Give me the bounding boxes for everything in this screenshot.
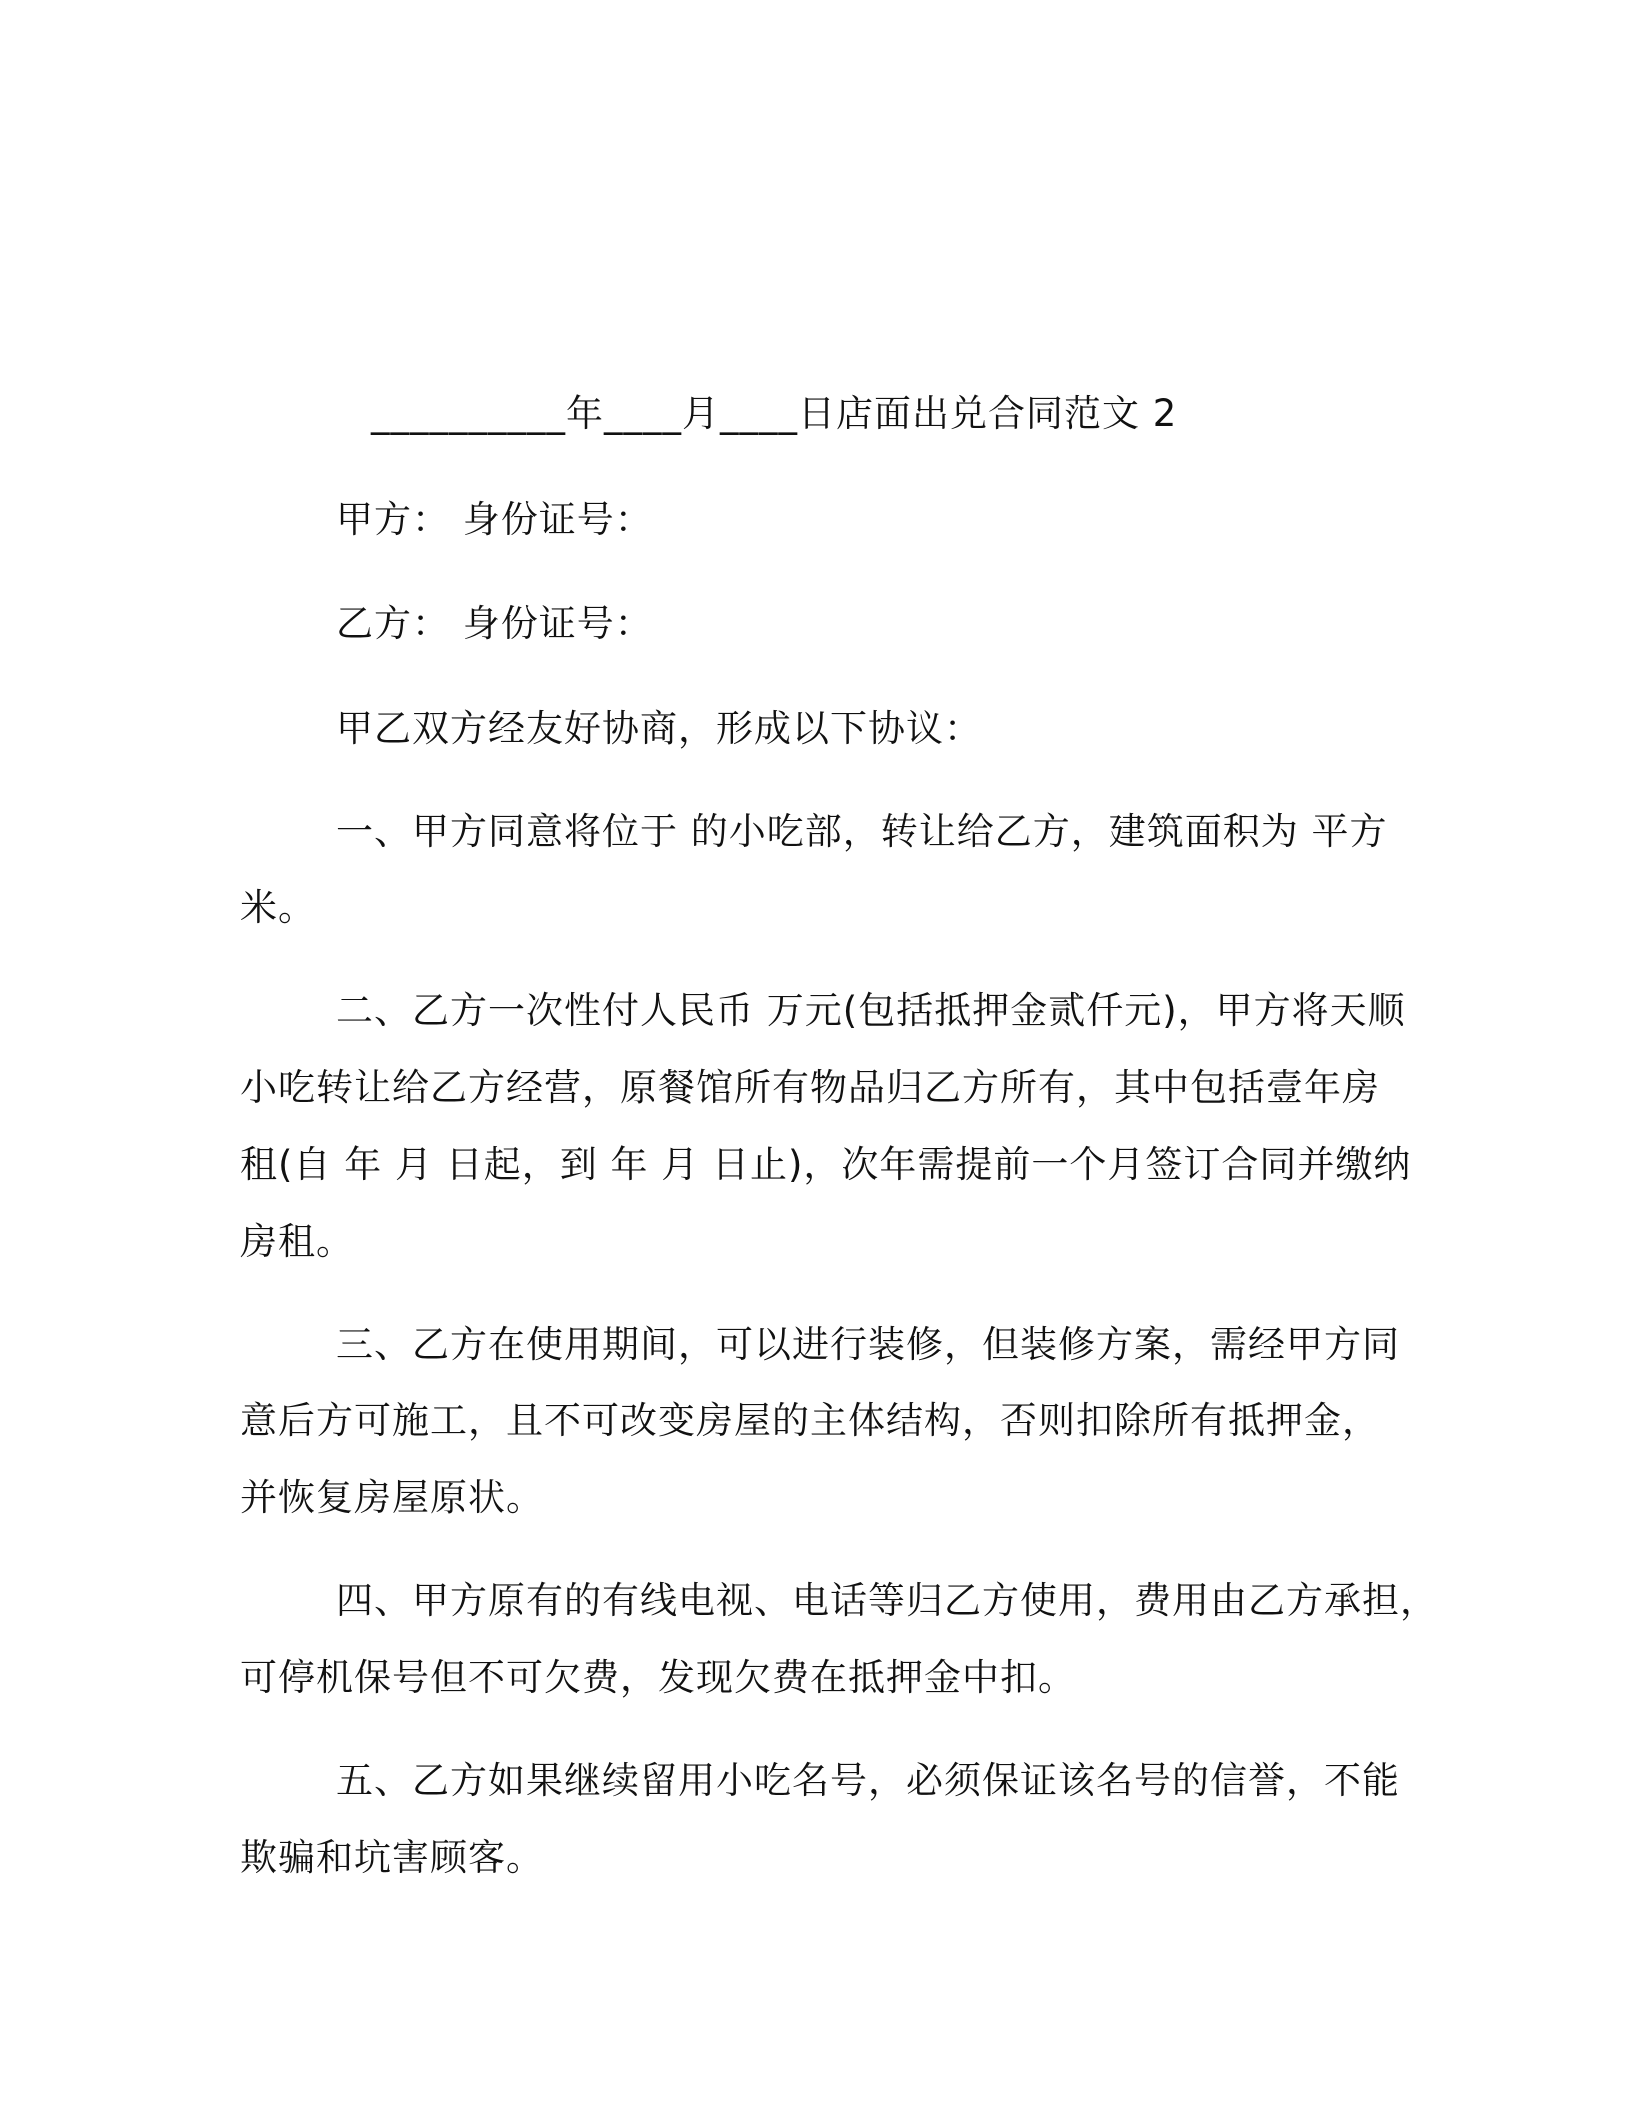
clause-line: 租(自 年 月 日起，到 年 月 日止)，次年需提前一个月签订合同并缴纳: [240, 1143, 1412, 1186]
clause-line: 欺骗和坑害顾客。: [240, 1836, 544, 1879]
clause-line: 一、甲方同意将位于 的小吃部，转让给乙方，建筑面积为 平方: [336, 810, 1388, 853]
clause-line: 三、乙方在使用期间，可以进行装修，但装修方案，需经甲方同: [336, 1323, 1400, 1366]
party-a-line: 甲方： 身份证号：: [336, 498, 653, 541]
intro-paragraph: 甲乙双方经友好协商，形成以下协议：: [336, 707, 982, 750]
clause-line: 可停机保号但不可欠费，发现欠费在抵押金中扣。: [240, 1656, 1076, 1699]
party-b-line: 乙方： 身份证号：: [336, 602, 653, 645]
clause-line: 房租。: [240, 1220, 354, 1263]
clause-line: 并恢复房屋原状。: [240, 1476, 544, 1519]
clause-line: 二、乙方一次性付人民币 万元(包括抵押金贰仟元)，甲方将天顺: [336, 989, 1406, 1032]
clause-line: 意后方可施工，且不可改变房屋的主体结构，否则扣除所有抵押金，: [240, 1399, 1380, 1442]
clause-line: 米。: [240, 886, 316, 929]
clause-line: 五、乙方如果继续留用小吃名号，必须保证该名号的信誉，不能: [336, 1759, 1400, 1802]
document-title: __________年____月____日店面出兑合同范文 2: [371, 392, 1178, 435]
clause-line: 小吃转让给乙方经营，原餐馆所有物品归乙方所有，其中包括壹年房: [240, 1066, 1380, 1109]
clause-line: 四、甲方原有的有线电视、电话等归乙方使用，费用由乙方承担，: [336, 1579, 1438, 1622]
